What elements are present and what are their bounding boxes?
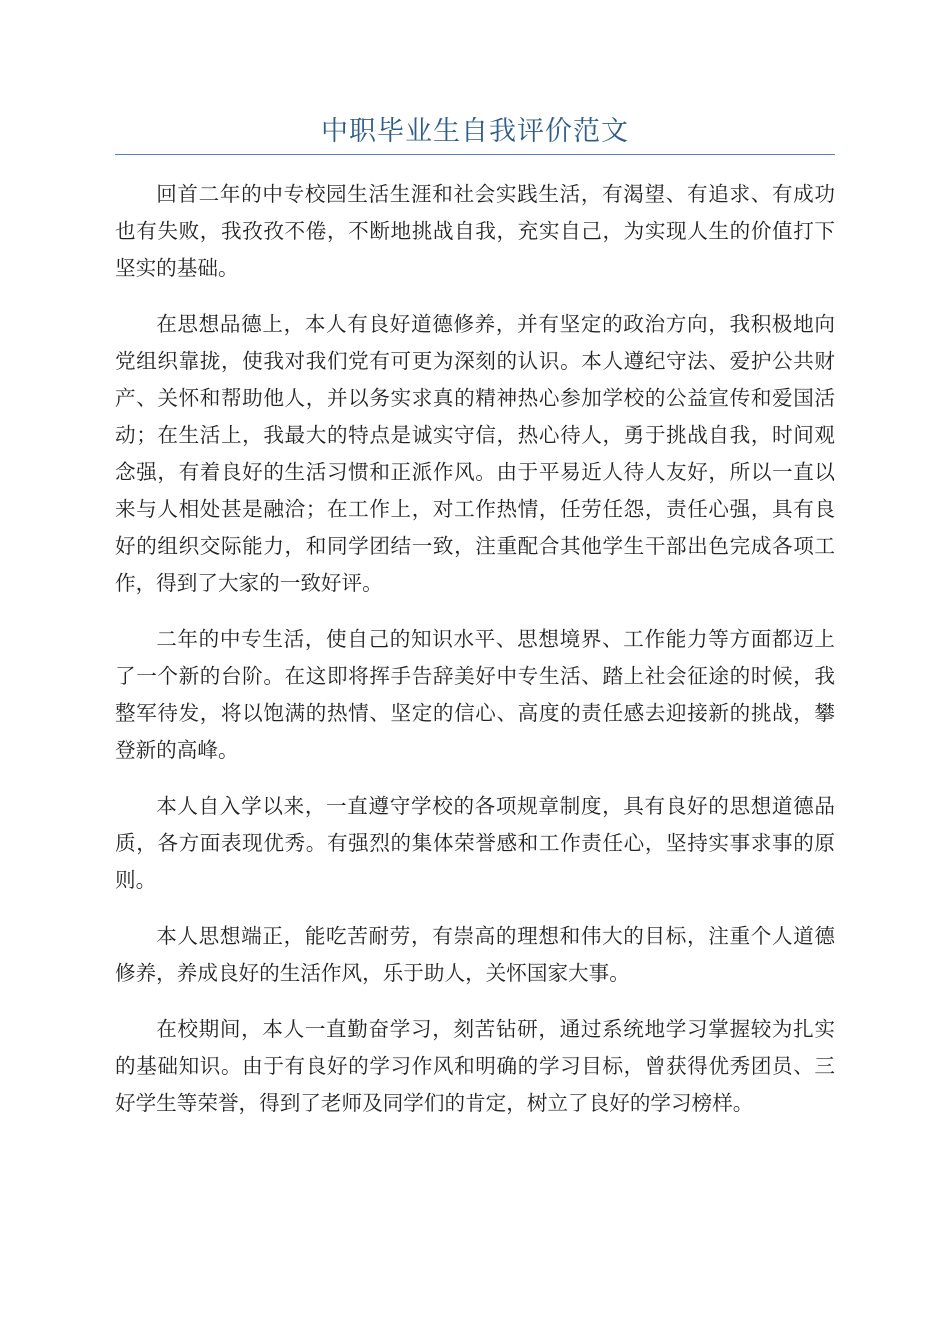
- paragraph-5: 本人思想端正，能吃苦耐劳，有崇高的理想和伟大的目标，注重个人道德修养，养成良好的生活作风，乐于助人，关怀国家大事。: [115, 924, 835, 985]
- paragraph-6: 在校期间，本人一直勤奋学习，刻苦钻研，通过系统地学习掌握较为扎实的基础知识。由于有良好的学习作风和明确的学习目标，曾获得优秀团员、三好学生等荣誉，得到了老师及同学们的肯定，树立了良好的学习榜样。: [115, 1017, 835, 1115]
- paragraph-3: 二年的中专生活，使自己的知识水平、思想境界、工作能力等方面都迈上了一个新的台阶。在这即将挥手告辞美好中专生活、踏上社会征途的时候，我整军待发，将以饱满的热情、坚定的信心、高度的责任感去迎接新的挑战，攀登新的高峰。: [115, 627, 835, 762]
- paragraph-4: 本人自入学以来，一直遵守学校的各项规章制度，具有良好的思想道德品质，各方面表现优秀。有强烈的集体荣誉感和工作责任心，坚持实事求事的原则。: [115, 794, 835, 892]
- paragraph-1: 回首二年的中专校园生活生涯和社会实践生活，有渴望、有追求、有成功也有失败，我孜孜不倦，不断地挑战自我，充实自己，为实现人生的价值打下坚实的基础。: [115, 182, 835, 280]
- document-title: 中职毕业生自我评价范文: [321, 116, 629, 147]
- paragraph-2: 在思想品德上，本人有良好道德修养，并有坚定的政治方向，我积极地向党组织靠拢，使我对我们党有可更为深刻的认识。本人遵纪守法、爱护公共财产、关怀和帮助他人，并以务实求真的精神热心参加学校的公益宣传和爱国活动；在生活上，我最大的特点是诚实守信，热心待人，勇于挑战自我，时间观念强，有着良好的生活习惯和正派作风。由于平易近人待人友好，所以一直以来与人相处甚是融洽；在工作上，对工作热情，任劳任怨，责任心强，具有良好的组织交际能力，和同学团结一致，注重配合其他学生干部出色完成各项工作，得到了大家的一致好评。: [115, 312, 835, 595]
- document-body: [115, 176, 835, 1141]
- title-underline: [115, 154, 835, 155]
